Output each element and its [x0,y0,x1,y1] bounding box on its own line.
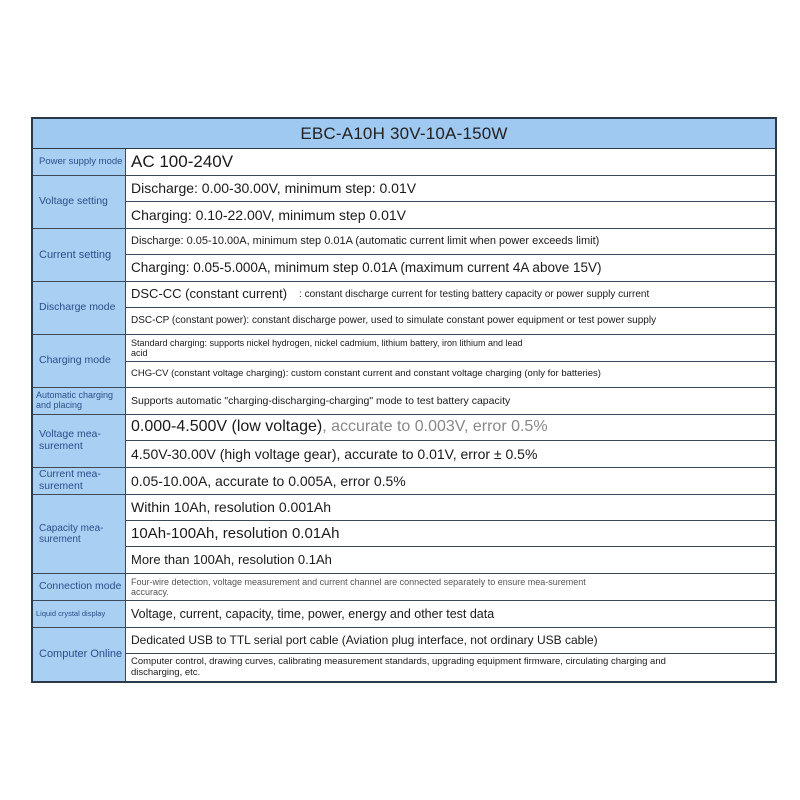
row-label: Capacity mea-surement [33,495,126,573]
row-value [126,282,775,308]
row-value: Discharge: 0.00-30.00V, minimum step: 0.01V [126,176,775,202]
spec-row-current-setting [33,229,775,282]
row-label: Discharge mode [33,282,126,334]
spec-row-voltage-measurement [33,415,775,468]
row-value: DSC-CP (constant power): constant discharge power, used to simulate constant power equipment or test power supply [131,315,657,327]
row-label: Voltage setting [33,176,126,228]
row-label: Liquid crystal display [33,601,126,627]
spec-row-connection-mode [33,574,775,601]
spec-row-computer-online [33,628,775,681]
row-value: Discharge: 0.05-10.00A, minimum step 0.01A (automatic current limit when power exceeds limit) [126,229,775,255]
row-label: Power supply mode [33,149,126,175]
row-value: 10Ah-100Ah, resolution 0.01Ah [126,521,775,547]
row-value: Standard charging: supports nickel hydrogen, nickel cadmium, lithium battery, iron lithium and lead acid [126,335,775,362]
row-label: Computer Online [33,628,126,681]
row-value [126,415,775,441]
row-label: Automatic charging and placing [33,388,126,414]
mode-name: DSC-CC (constant current) [131,286,288,302]
row-label: Current mea-surement [33,468,126,494]
row-label: Charging mode [33,335,126,387]
row-label: Current setting [33,229,126,281]
spec-row-current-measurement [33,468,775,495]
row-value: Voltage, current, capacity, time, power, energy and other test data [131,606,495,621]
row-value: Charging: 0.05-5.000A, minimum step 0.01A (maximum current 4A above 15V) [131,260,602,276]
spec-table [31,117,777,683]
spec-row-charging-mode [33,335,775,388]
voltage-range: 0.000-4.500V (low voltage) [131,418,323,436]
row-label: Voltage mea-surement [33,415,126,467]
spec-row-auto-charging [33,388,775,415]
row-value: Dedicated USB to TTL serial port cable (Aviation plug interface, not ordinary USB cable) [126,628,775,654]
voltage-accuracy: , accurate to 0.003V, error 0.5% [322,418,548,436]
row-value: 0.05-10.00A, accurate to 0.005A, error 0.5% [131,472,406,489]
row-value: Charging: 0.10-22.00V, minimum step 0.01V [131,206,406,223]
row-value: 4.50V-30.00V (high voltage gear), accurate to 0.01V, error ± 0.5% [131,445,538,462]
row-value: CHG-CV (constant voltage charging): custom constant current and constant voltage charging (only for batteries) [131,368,601,380]
row-value: Computer control, drawing curves, calibrating measurement standards, upgrading equipment firmware, circulating charging and discharging, etc. [131,655,666,678]
spec-row-discharge-mode [33,282,775,335]
spec-row-capacity-measurement [33,495,775,574]
table-title: EBC-A10H 30V-10A-150W [33,119,775,149]
spec-row-lcd [33,601,775,628]
row-value: Supports automatic "charging-discharging-charging" mode to test battery capacity [131,394,511,407]
row-label: Connection mode [33,574,126,600]
mode-detail: : constant discharge current for testing battery capacity or power supply current [299,288,650,300]
row-value: Four-wire detection, voltage measurement and current channel are connected separately to ensure mea-surement accuracy. [131,576,586,597]
row-value: More than 100Ah, resolution 0.1Ah [131,551,332,567]
row-value: Within 10Ah, resolution 0.001Ah [126,495,775,521]
spec-row-power-supply [33,149,775,176]
row-value: AC 100-240V [131,152,234,172]
spec-row-voltage-setting [33,176,775,229]
